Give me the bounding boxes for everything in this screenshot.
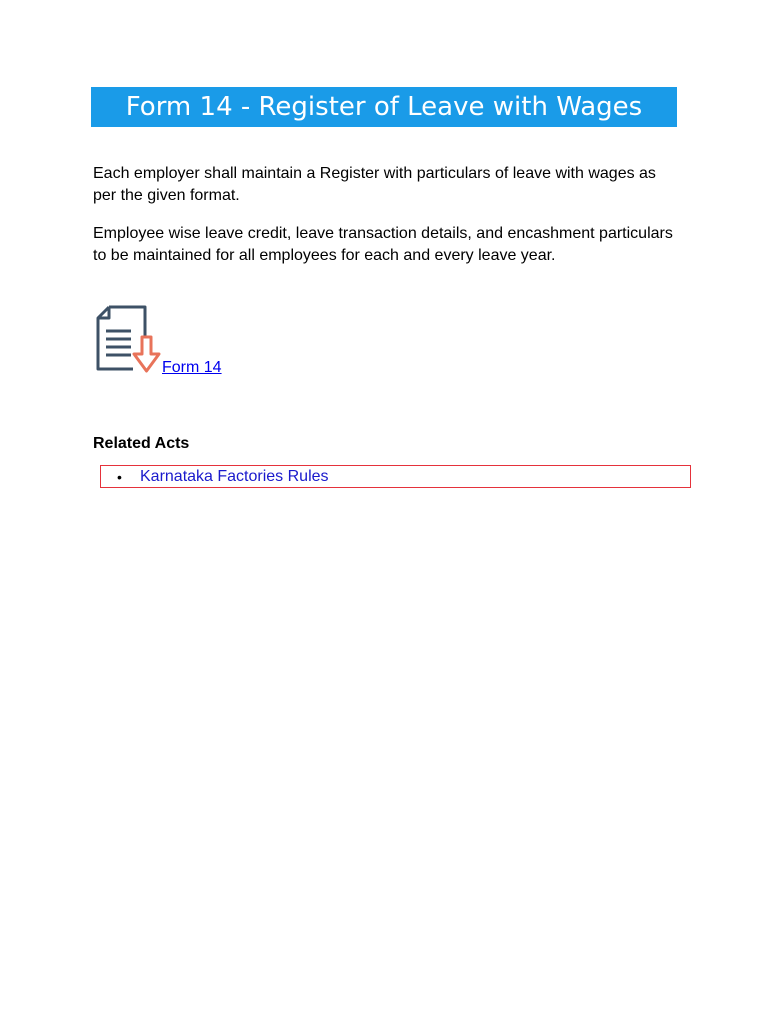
page-title: Form 14 - Register of Leave with Wages xyxy=(91,87,677,127)
related-acts-heading: Related Acts xyxy=(93,435,190,452)
document-download-icon[interactable] xyxy=(95,305,163,375)
related-act-link-karnataka-factories-rules[interactable]: Karnataka Factories Rules xyxy=(140,468,329,485)
list-bullet: • xyxy=(117,469,122,485)
intro-paragraph: Each employer shall maintain a Register with particulars of leave with wages as per the given format. xyxy=(93,165,656,204)
details-paragraph: Employee wise leave credit, leave transaction details, and encashment particulars to be maintained for all employees for each and every leave year. xyxy=(93,225,673,264)
form-14-link[interactable]: Form 14 xyxy=(162,359,222,376)
related-acts-list xyxy=(100,465,691,488)
